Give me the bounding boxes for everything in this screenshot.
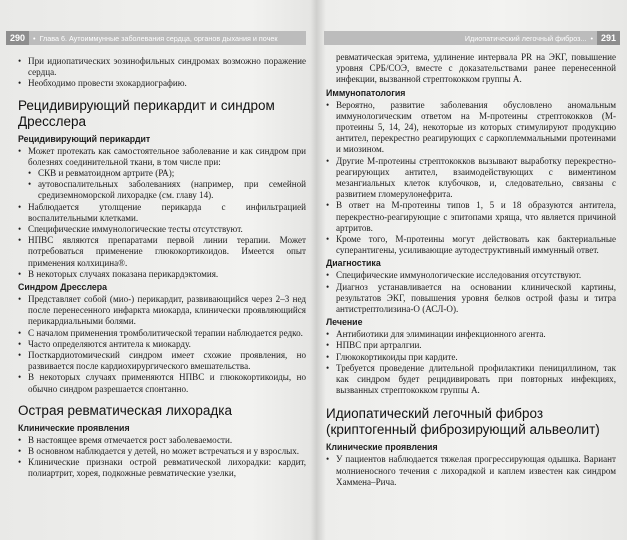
list-item: • Специфические иммунологические тесты отсутствуют. — [18, 224, 243, 235]
list-item: • В некоторых случаях показана перикардэктомия. — [18, 268, 219, 279]
list-item: • НПВС при артралгии. — [326, 340, 422, 351]
list-item: • При идиопатических эозинофильных синдромах возможно поражение сердца. — [18, 56, 306, 78]
list-item: • Глюкокортикоиды при кардите. — [326, 351, 458, 362]
subsection-title: Клинические проявления — [18, 422, 130, 433]
list-item: • Кроме того, М-протеины могут действовать как бактериальные суперантигены, усиливающие аутодеструктивный иммунный ответ. — [326, 234, 616, 256]
left-page — [0, 0, 312, 540]
list-item: • С началом применения тромболитической терапии наблюдается редко. — [18, 327, 303, 338]
list-item: • Посткардиотомический синдром имеет схожие проявления, но развивается после кардиохирургического вмешательства. — [18, 350, 306, 372]
list-item: • Может протекать как самостоятельное заболевание и как синдром при болезнях соединительной ткани, в том числе при: — [18, 145, 306, 167]
diagnostics-list — [326, 270, 616, 315]
list-item: • Специфические иммунологические исследования отсутствуют. — [326, 270, 582, 281]
clinical-list — [18, 435, 306, 480]
subsection-title: Рецидивирующий перикардит — [18, 133, 151, 144]
list-item: • Часто определяются антитела к миокарду. — [18, 338, 191, 349]
subsection-title: Лечение — [326, 317, 363, 328]
header-bullet: • — [590, 34, 593, 43]
section-title-pulmonary-fibrosis: Идиопатический легочный фиброз (криптогенный фиброзирующий альвеолит) — [326, 406, 600, 438]
immunopathology-list — [326, 100, 616, 257]
list-item: • Вероятно, развитие заболевания обусловлено аномальным иммунологическим ответом на М-протеины стрептококков (М-протеины 5, 14, 24), некоторые из которых стимулируют продукцию антител, перекрестно реагирующих с саркоплеммальными протеинами и миозином. — [326, 99, 616, 155]
dressler-list — [18, 294, 306, 395]
list-item: • Представляет собой (мио-) перикардит, развивающийся через 2–3 нед после перенесенного инфаркта миокарда, клинически проявляющийся перикардиальными болями. — [18, 294, 306, 327]
list-item: • В основном наблюдается у детей, но может встречаться и у взрослых. — [18, 446, 300, 457]
section-title-rheumatic-fever: Острая ревматическая лихорадка — [18, 402, 232, 418]
subsection-title: Синдром Дресслера — [18, 282, 108, 293]
continued-paragraph: ревматическая эритема, удлинение интервала PR на ЭКГ, повышение уровня СРБ/СОЭ, вместе с доказательствами ранее перенесенной инфекции, вызванной стрептококком группы А. — [336, 52, 616, 85]
left-running-head: Глава 6. Аутоиммунные заболевания сердца, органов дыхания и почек — [39, 34, 278, 43]
right-content — [326, 52, 616, 488]
list-item: • В настоящее время отмечается рост заболеваемости. — [18, 434, 233, 445]
left-content — [18, 56, 306, 480]
fibrosis-clinical-list — [326, 454, 616, 488]
right-page-number: 291 — [597, 31, 620, 45]
section-title-pericarditis: Рецидивирующий перикардит и синдром Дресслера — [18, 97, 275, 129]
left-page-number: 290 — [6, 31, 29, 45]
right-running-head: Идиопатический легочный фиброз... — [464, 34, 587, 43]
list-item: • Требуется проведение длительной профилактики пенициллином, так как синдром будет рецидивировать при повторных инфекциях, вызванных стрептококком группы А. — [326, 362, 616, 396]
subsection-title: Иммунопатология — [326, 87, 406, 98]
subsection-title: Диагностика — [326, 258, 381, 269]
top-list — [18, 56, 306, 90]
list-item: • НПВС являются препаратами первой линии терапии. Может потребоваться применение глюкокортикоидов. Имеется опыт применения колхицина®. — [18, 235, 306, 268]
list-item: • Необходимо провести эхокардиографию. — [18, 78, 187, 89]
list-item: • Антибиотики для элиминации инфекционного агента. — [326, 329, 546, 340]
treatment-list — [326, 329, 616, 396]
list-item: • Клинические признаки острой ревматической лихорадки: кардит, полиартрит, хорея, подкожные ревматические узелки, — [18, 457, 306, 479]
list-item: • В некоторых случаях применяются НПВС и глюкокортикоиды, но обычно синдром разрешается спонтанно. — [18, 372, 306, 394]
list-item: • Другие М-протеины стрептококков вызывают выработку перекрестно-реагирующих антител, взаимодействующих с виментином мезангиальных клеток клубочков, и, следовательно, связаны с развитием гломерулонефрита. — [326, 155, 616, 200]
nested-list-item: • СКВ и ревматоидном артрите (РА); — [28, 168, 175, 179]
list-item: • У пациентов наблюдается тяжелая прогрессирующая одышка. Вариант молниеносного течения с лихорадкой и каплем известен как синдром Хаммена–Рича. — [326, 454, 616, 487]
list-item: • Наблюдается утолщение перикарда с инфильтрацией воспалительными клетками. — [18, 201, 306, 223]
left-running-header — [6, 31, 306, 45]
right-page — [316, 0, 627, 540]
list-item: • В ответ на М-протеины типов 1, 5 и 18 образуются антитела, перекрестно-реагирующие с эпитопами хряща, что является причиной артритов. — [326, 200, 616, 233]
list-item: • Диагноз устанавливается на основании клинической картины, результатов ЭКГ, повышения уровня белков острой фазы и титра антистрептолизина-О (АСЛ-О). — [326, 281, 616, 315]
pericarditis-list — [18, 146, 306, 280]
nested-list-item: • аутовоспалительных заболеваниях (например, при семейной средиземноморской лихорадке (см. главу 14). — [28, 179, 306, 201]
subsection-title: Клинические проявления — [326, 442, 438, 453]
right-running-header — [324, 31, 620, 45]
header-bullet: • — [33, 34, 36, 43]
